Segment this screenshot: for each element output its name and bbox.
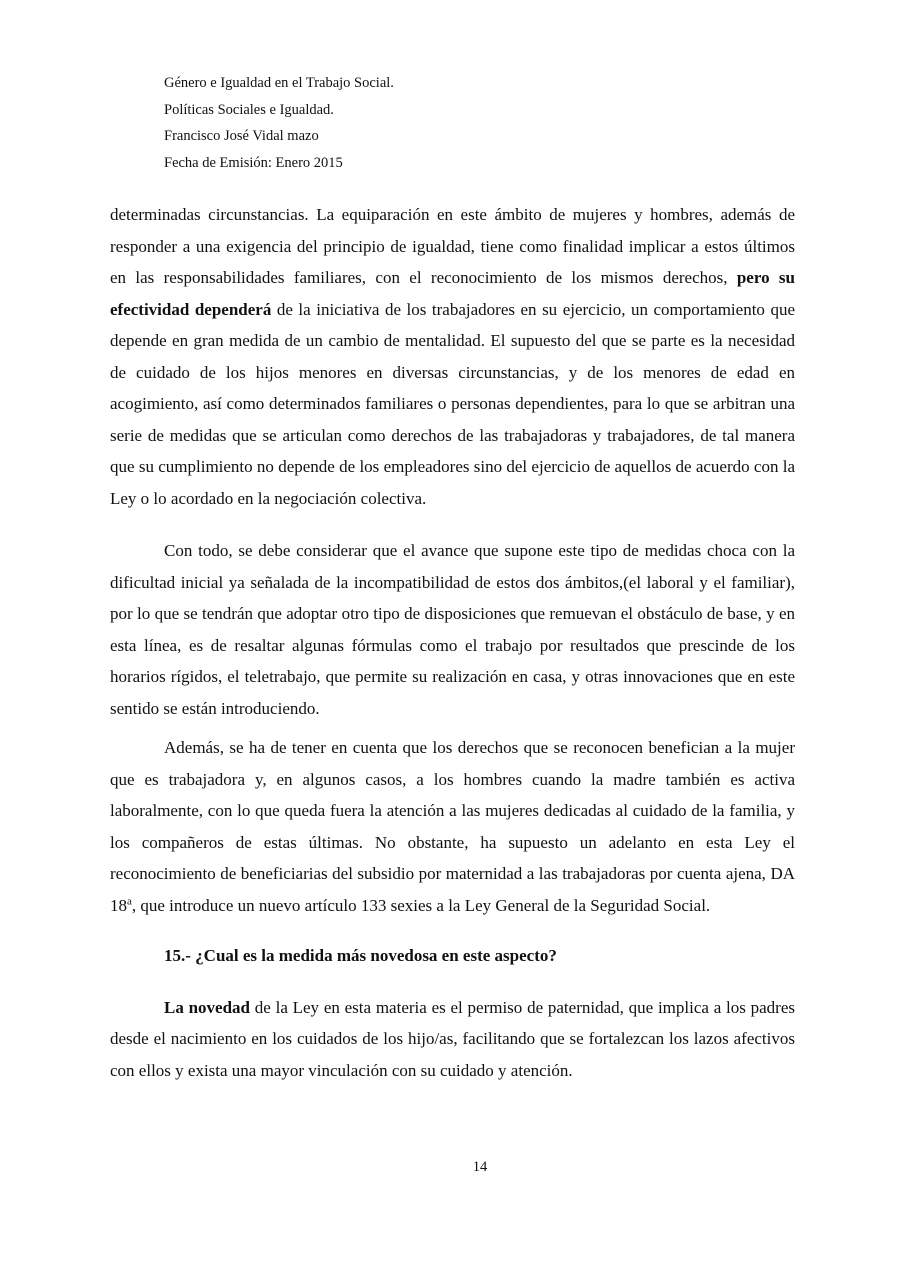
emphasis-text: pero su efectividad dependerá: [110, 268, 795, 319]
paragraph-text: determinadas circunstancias. La equiparación en este ámbito de mujeres y hombres, además de responder a una exigencia del principio de igualdad, tiene como finalidad implicar a estos últimos en las responsabilidades familiares, con el reconocimiento de los mismos derechos,: [110, 205, 795, 287]
header-author: Francisco José Vidal mazo: [164, 128, 319, 144]
document-header: [164, 70, 394, 176]
page-number: 14: [472, 1159, 488, 1175]
paragraph: Con todo, se debe considerar que el avance que supone este tipo de medidas choca con la dificultad inicial ya señalada de la incompatibilidad de estos dos ámbitos,(el laboral y el familiar), por lo que se tendrán que adoptar otro tipo de disposiciones que remuevan el obstáculo de base, y en esta línea, es de resaltar algunas fórmulas como el trabajo por resultados que prescinde de los horarios rígidos, el teletrabajo, que permite su realización en casa, y otras innovaciones que en este sentido se están introduciendo.: [110, 541, 795, 718]
header-subject: Políticas Sociales e Igualdad.: [164, 101, 334, 118]
document-body: [110, 199, 795, 1086]
paragraph-text: de la iniciativa de los trabajadores en su ejercicio, un comportamiento que depende en gran medida de un cambio de mentalidad. El supuesto del que se parte es la necesidad de cuidado de los hijos menores en diversas circunstancias, y de los menores de edad en acogimiento, así como determinados familiares o personas dependientes, para lo que se arbitran una serie de medidas que se articulan como derechos de las trabajadoras y trabajadores, de tal manera que su cumplimiento no depende de los empleadores sino del ejercicio de aquellos de acuerdo con la Ley o lo acordado en la negociación colectiva.: [110, 299, 795, 508]
section-heading: 15.- ¿Cual es la medida más novedosa en este aspecto?: [164, 946, 557, 965]
paragraph-text: de la Ley en esta materia es el permiso de paternidad, que implica a los padres desde el nacimiento en los cuidados de los hijo/as, facilitando que se fortalezcan los lazos afectivos con ellos y exista una mayor vinculación con su cuidado y atención.: [110, 997, 795, 1080]
paragraph: [110, 992, 795, 1087]
header-issue-date: Fecha de Emisión: Enero 2015: [164, 154, 343, 171]
paragraph-text: , que introduce un nuevo artículo 133 sexies a la Ley General de la Seguridad Social.: [131, 895, 711, 915]
emphasis-text: La novedad: [164, 997, 251, 1017]
paragraph: [110, 732, 795, 921]
paragraph-continued: [110, 199, 795, 514]
header-course-title: Género e Igualdad en el Trabajo Social.: [164, 75, 394, 91]
superscript: a: [127, 894, 132, 907]
paragraph-text: Además, se ha de tener en cuenta que los derechos que se reconocen benefician a la mujer que es trabajadora y, en algunos casos, a los hombres cuando la madre también es activa laboralmente, con lo que queda fuera la atención a las mujeres dedicadas al cuidado de la familia, y los compañeros de estas últimas. No obstante, ha supuesto un adelanto en esta Ley el reconocimiento de beneficiarias del subsidio por maternidad a las trabajadoras por cuenta ajena, DA 18: [110, 738, 795, 915]
